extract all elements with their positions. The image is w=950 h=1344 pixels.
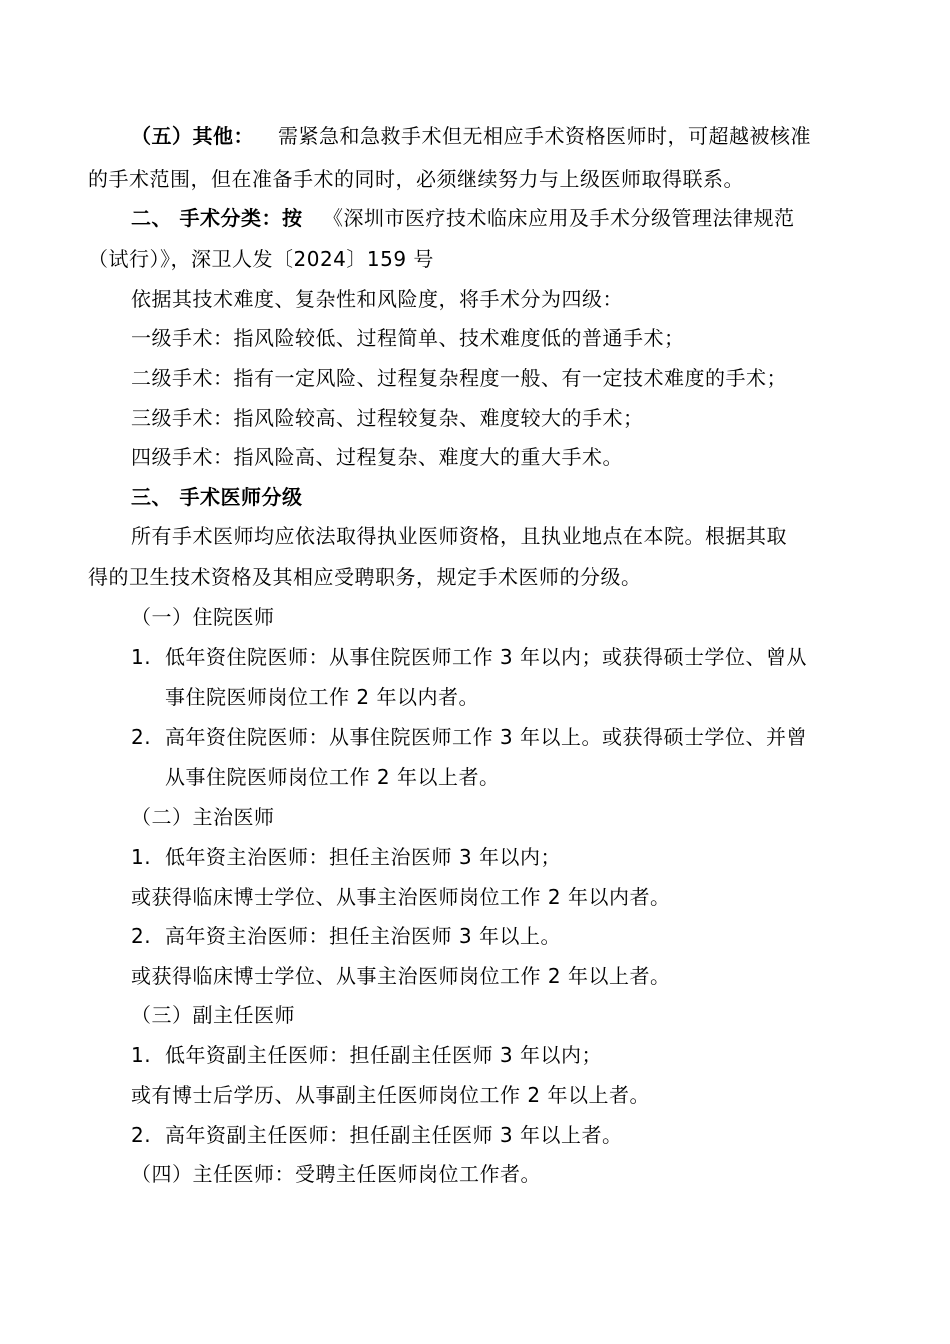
section-three-para-line2: 得的卫生技术资格及其相应受聘职务，规定手术医师的分级。: [88, 565, 642, 589]
section-five-text-line2: 的手术范围，但在准备手术的同时，必须继续努力与上级医师取得联系。: [88, 167, 744, 191]
resident-item1-number: 1.: [131, 645, 152, 669]
chief-physician-line: （四）主任医师：受聘主任医师岗位工作者。: [131, 1162, 541, 1186]
resident-item1-line1: 低年资住院医师：从事住院医师工作 3 年以内；或获得硕士学位、曾从: [165, 645, 807, 669]
attending-item2-number: 2.: [131, 924, 152, 948]
associate-chief-item2-line1: 高年资副主任医师：担任副主任医师 3 年以上者。: [165, 1123, 623, 1147]
associate-chief-title: （三）副主任医师: [131, 1003, 295, 1027]
attending-title: （二）主治医师: [131, 805, 275, 829]
resident-item2-line2: 从事住院医师岗位工作 2 年以上者。: [165, 765, 500, 789]
surgery-level-4: 四级手术：指风险高、过程复杂、难度大的重大手术。: [131, 445, 623, 469]
attending-item2-line1: 高年资主治医师：担任主治医师 3 年以上。: [165, 924, 561, 948]
section-five-label: （五）其他：: [131, 124, 254, 148]
resident-title: （一）住院医师: [131, 605, 275, 629]
section-two-intro: 依据其技术难度、复杂性和风险度，将手术分为四级：: [131, 287, 623, 311]
resident-item1-line2: 事住院医师岗位工作 2 年以内者。: [165, 685, 479, 709]
attending-item1-line2: 或获得临床博士学位、从事主治医师岗位工作 2 年以内者。: [131, 885, 671, 909]
surgery-level-1: 一级手术：指风险较低、过程简单、技术难度低的普通手术；: [131, 326, 685, 350]
section-two-heading: 二、 手术分类：按: [131, 206, 303, 230]
attending-item1-line1: 低年资主治医师：担任主治医师 3 年以内；: [165, 845, 561, 869]
surgery-level-2: 二级手术：指有一定风险、过程复杂程度一般、有一定技术难度的手术；: [131, 366, 787, 390]
section-three-para-line1: 所有手术医师均应依法取得执业医师资格，且执业地点在本院。根据其取: [131, 524, 787, 548]
attending-item1-number: 1.: [131, 845, 152, 869]
associate-chief-item1-line2: 或有博士后学历、从事副主任医师岗位工作 2 年以上者。: [131, 1083, 650, 1107]
section-two-line2: （试行）》，深卫人发〔2024〕159 号: [88, 247, 434, 271]
section-three-heading: 三、 手术医师分级: [131, 485, 303, 509]
associate-chief-item1-line1: 低年资副主任医师：担任副主任医师 3 年以内；: [165, 1043, 602, 1067]
resident-item2-number: 2.: [131, 725, 152, 749]
section-five-text-line1: 需紧急和急救手术但无相应手术资格医师时，可超越被核准: [278, 124, 811, 148]
surgery-level-3: 三级手术：指风险较高、过程较复杂、难度较大的手术；: [131, 406, 644, 430]
section-two-heading-rest: 《深圳市医疗技术临床应用及手术分级管理法律规范: [323, 206, 795, 230]
associate-chief-item2-number: 2.: [131, 1123, 152, 1147]
attending-item2-line2: 或获得临床博士学位、从事主治医师岗位工作 2 年以上者。: [131, 964, 671, 988]
associate-chief-item1-number: 1.: [131, 1043, 152, 1067]
resident-item2-line1: 高年资住院医师：从事住院医师工作 3 年以上。或获得硕士学位、并曾: [165, 725, 807, 749]
